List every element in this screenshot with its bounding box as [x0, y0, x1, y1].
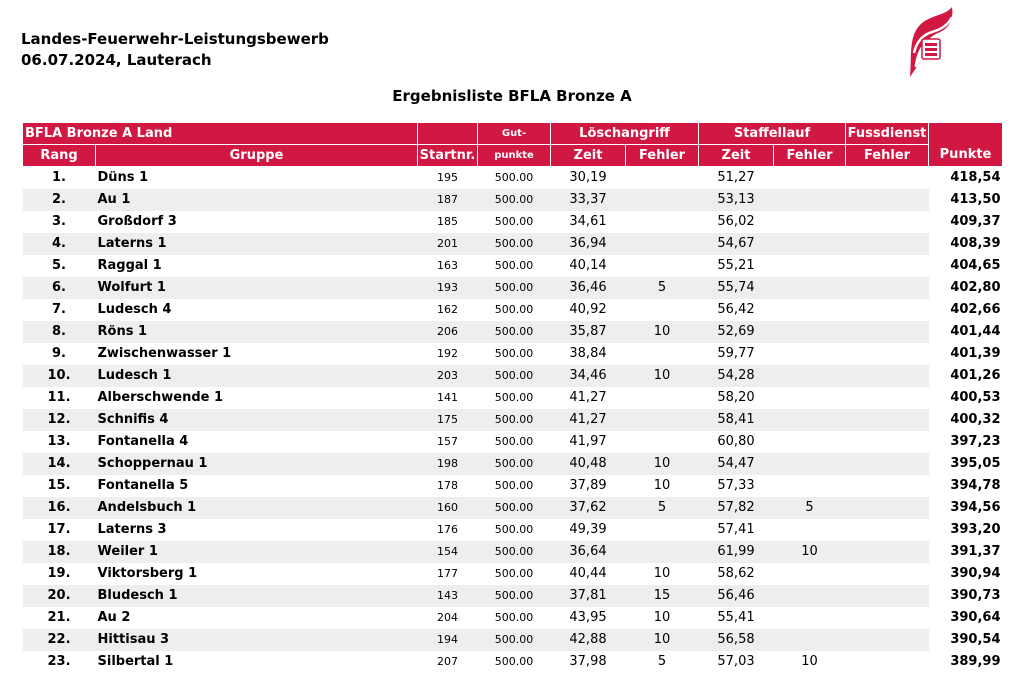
- table-row: [23, 365, 1003, 387]
- event-title: Landes-Feuerwehr-Leistungsbewerb: [21, 30, 329, 48]
- la-fehler-cell: [626, 343, 699, 365]
- startnr-cell: 204: [437, 611, 458, 624]
- la-zeit-cell: 40,44: [569, 566, 607, 581]
- la-fehler-cell: [626, 299, 699, 321]
- sl-fehler-cell: [774, 629, 846, 651]
- punkte-cell: 408,39: [929, 233, 1003, 255]
- rank-cell: 10.: [23, 365, 96, 387]
- fd-fehler-cell: [846, 365, 929, 387]
- punkte-cell: 400,32: [929, 409, 1003, 431]
- group-cell: Alberschwende 1: [97, 390, 224, 405]
- fd-fehler-cell: [846, 497, 929, 519]
- gutpunkte-cell: 500.00: [478, 277, 551, 299]
- punkte-header: Punkte: [929, 123, 1003, 167]
- sl-zeit-cell: 57,82: [699, 497, 774, 519]
- event-date-location: 06.07.2024, Lauterach: [21, 51, 212, 69]
- rank-cell: 2.: [23, 189, 96, 211]
- fussdienst-header: Fussdienst: [846, 123, 929, 145]
- staffellauf-header: Staffellauf: [699, 123, 846, 145]
- fd-fehler-cell: [846, 475, 929, 497]
- sl-zeit-cell: 61,99: [699, 541, 774, 563]
- coat-of-arms-flag-icon: [902, 5, 956, 79]
- sl-zeit-cell: 51,27: [717, 170, 755, 185]
- sl-fehler-cell: [774, 563, 846, 585]
- la-fehler-cell: 5: [626, 497, 699, 519]
- la-zeit-cell: 37,81: [551, 585, 626, 607]
- punkte-cell: 395,05: [929, 453, 1003, 475]
- group-cell: Fontanella 4: [97, 434, 189, 449]
- sl-fehler-cell: [774, 519, 846, 541]
- fd-fehler-cell: [846, 409, 929, 431]
- la-zeit-cell: 33,37: [551, 189, 626, 211]
- la-zeit-header: Zeit: [551, 145, 626, 167]
- punkte-cell: 390,94: [950, 566, 1001, 581]
- group-cell: Laterns 3: [97, 522, 167, 537]
- gutpunkte-cell: 500.00: [494, 655, 534, 668]
- punkte-cell: 397,23: [950, 434, 1001, 449]
- gutpunkte-cell: 500.00: [494, 171, 534, 184]
- rank-cell: 17.: [47, 522, 71, 537]
- group-cell: Großdorf 3: [97, 214, 177, 229]
- la-fehler-cell: 10: [626, 629, 699, 651]
- gutpunkte-cell: 500.00: [494, 215, 534, 228]
- sl-fehler-cell: 10: [774, 541, 846, 563]
- startnr-cell: 206: [418, 321, 478, 343]
- punkte-cell: 409,37: [950, 214, 1001, 229]
- la-fehler-cell: 10: [626, 321, 699, 343]
- gutpunkte-cell: 500.00: [494, 567, 534, 580]
- startnr-cell: 178: [437, 479, 458, 492]
- la-zeit-cell: 35,87: [551, 321, 626, 343]
- la-fehler-cell: 10: [653, 566, 671, 581]
- group-cell: Düns 1: [97, 170, 149, 185]
- group-cell: Raggal 1: [97, 258, 162, 273]
- punkte-cell: 394,56: [929, 497, 1003, 519]
- table-row: [23, 585, 1003, 607]
- fd-fehler-cell: [846, 233, 929, 255]
- startnr-cell: 162: [437, 303, 458, 316]
- rank-cell: 4.: [23, 233, 96, 255]
- group-cell: Schoppernau 1: [96, 453, 418, 475]
- group-cell: Hittisau 3: [96, 629, 418, 651]
- group-cell: Weiler 1: [96, 541, 418, 563]
- sl-zeit-cell: 59,77: [717, 346, 755, 361]
- fd-fehler-cell: [846, 431, 929, 453]
- sl-zeit-cell: 55,21: [717, 258, 755, 273]
- sl-fehler-cell: [774, 453, 846, 475]
- sl-fehler-cell: [774, 233, 846, 255]
- table-row: [23, 211, 1003, 233]
- fd-fehler-cell: [846, 453, 929, 475]
- startnr-cell: 198: [418, 453, 478, 475]
- la-zeit-cell: 36,46: [551, 277, 626, 299]
- gutpunkte-cell: 500.00: [478, 629, 551, 651]
- gutpunkte-cell: 500.00: [494, 611, 534, 624]
- rank-cell: 18.: [23, 541, 96, 563]
- sl-fehler-header: Fehler: [774, 145, 846, 167]
- startnr-cell: 201: [418, 233, 478, 255]
- rank-cell: 13.: [47, 434, 71, 449]
- rank-cell: 12.: [23, 409, 96, 431]
- rank-cell: 1.: [52, 170, 66, 185]
- gut-header-bottom: punkte: [478, 145, 551, 167]
- startnr-cell: 193: [418, 277, 478, 299]
- fd-fehler-cell: [846, 211, 929, 233]
- gut-header-top: Gut-: [478, 123, 551, 145]
- startnr-cell: 192: [437, 347, 458, 360]
- sl-fehler-cell: [774, 321, 846, 343]
- la-zeit-cell: 40,14: [569, 258, 607, 273]
- fd-fehler-cell: [846, 299, 929, 321]
- gutpunkte-cell: 500.00: [478, 321, 551, 343]
- la-fehler-cell: [626, 387, 699, 409]
- fd-fehler-cell: [846, 629, 929, 651]
- startnr-cell: 176: [437, 523, 458, 536]
- rank-cell: 11.: [47, 390, 71, 405]
- punkte-cell: 390,54: [929, 629, 1003, 651]
- table-row: [23, 255, 1003, 277]
- gutpunkte-cell: 500.00: [478, 497, 551, 519]
- sl-fehler-cell: [774, 607, 846, 629]
- punkte-cell: 390,73: [929, 585, 1003, 607]
- sl-zeit-cell: 53,13: [699, 189, 774, 211]
- la-zeit-cell: 34,46: [551, 365, 626, 387]
- gutpunkte-cell: 500.00: [478, 189, 551, 211]
- table-row: [23, 607, 1003, 629]
- rank-cell: 16.: [23, 497, 96, 519]
- group-cell: Röns 1: [96, 321, 418, 343]
- la-zeit-cell: 41,27: [551, 409, 626, 431]
- sl-zeit-cell: 57,03: [717, 654, 755, 669]
- table-row: [23, 167, 1003, 190]
- rank-cell: 22.: [23, 629, 96, 651]
- fd-fehler-cell: [846, 563, 929, 585]
- la-zeit-cell: 41,97: [569, 434, 607, 449]
- la-fehler-header: Fehler: [626, 145, 699, 167]
- sl-fehler-cell: [774, 211, 846, 233]
- loeschangriff-header: Löschangriff: [551, 123, 699, 145]
- rank-cell: 15.: [47, 478, 71, 493]
- sl-fehler-cell: [774, 343, 846, 365]
- gutpunkte-cell: 500.00: [494, 523, 534, 536]
- sl-zeit-cell: 54,28: [699, 365, 774, 387]
- gutpunkte-cell: 500.00: [478, 233, 551, 255]
- sl-fehler-cell: [774, 387, 846, 409]
- la-zeit-cell: 40,48: [551, 453, 626, 475]
- group-cell: Schnifis 4: [96, 409, 418, 431]
- table-row: [23, 651, 1003, 673]
- la-fehler-cell: [626, 431, 699, 453]
- sl-fehler-cell: [774, 475, 846, 497]
- table-row: [23, 321, 1003, 343]
- gutpunkte-cell: 500.00: [494, 479, 534, 492]
- la-zeit-cell: 36,64: [551, 541, 626, 563]
- table-row: [23, 409, 1003, 431]
- fd-fehler-cell: [846, 607, 929, 629]
- la-zeit-cell: 40,92: [569, 302, 607, 317]
- punkte-cell: 391,37: [929, 541, 1003, 563]
- list-title: Ergebnisliste BFLA Bronze A: [392, 87, 632, 105]
- table-row: [23, 189, 1003, 211]
- startnr-cell: 154: [418, 541, 478, 563]
- gutpunkte-cell: 500.00: [494, 259, 534, 272]
- la-fehler-cell: 10: [653, 478, 671, 493]
- sl-zeit-cell: 56,46: [699, 585, 774, 607]
- startnr-cell: 157: [437, 435, 458, 448]
- fd-fehler-cell: [846, 387, 929, 409]
- fd-fehler-cell: [846, 519, 929, 541]
- sl-zeit-cell: 56,42: [717, 302, 755, 317]
- fd-fehler-cell: [846, 189, 929, 211]
- sl-zeit-cell: 54,67: [699, 233, 774, 255]
- startnr-cell: 207: [437, 655, 458, 668]
- sl-zeit-cell: 58,62: [717, 566, 755, 581]
- punkte-cell: 390,64: [950, 610, 1001, 625]
- group-cell: Silbertal 1: [97, 654, 174, 669]
- rank-cell: 8.: [23, 321, 96, 343]
- sl-fehler-cell: [774, 189, 846, 211]
- la-fehler-cell: [626, 409, 699, 431]
- la-zeit-cell: 36,94: [551, 233, 626, 255]
- la-zeit-cell: 37,89: [569, 478, 607, 493]
- group-cell: Laterns 1: [96, 233, 418, 255]
- sl-zeit-cell: 57,33: [717, 478, 755, 493]
- punkte-cell: 402,66: [950, 302, 1001, 317]
- gutpunkte-cell: 500.00: [494, 303, 534, 316]
- results-body: [23, 167, 1003, 674]
- la-fehler-cell: [626, 233, 699, 255]
- gruppe-header: Gruppe: [96, 145, 418, 167]
- gutpunkte-cell: 500.00: [478, 585, 551, 607]
- sl-zeit-cell: 60,80: [717, 434, 755, 449]
- la-zeit-cell: 42,88: [551, 629, 626, 651]
- startnr-cell: 185: [437, 215, 458, 228]
- startnr-cell: 187: [418, 189, 478, 211]
- la-fehler-cell: 5: [626, 277, 699, 299]
- rank-cell: 19.: [47, 566, 71, 581]
- startnr-header-top: [418, 123, 478, 145]
- punkte-cell: 393,20: [950, 522, 1001, 537]
- sl-fehler-cell: [774, 167, 846, 190]
- table-row: [23, 277, 1003, 299]
- fd-fehler-cell: [846, 167, 929, 190]
- gutpunkte-cell: 500.00: [494, 435, 534, 448]
- startnr-cell: 177: [437, 567, 458, 580]
- sl-zeit-cell: 54,47: [699, 453, 774, 475]
- group-cell: Wolfurt 1: [96, 277, 418, 299]
- fd-fehler-header: Fehler: [846, 145, 929, 167]
- sl-fehler-cell: [774, 409, 846, 431]
- la-zeit-cell: 49,39: [569, 522, 607, 537]
- group-cell: Viktorsberg 1: [97, 566, 198, 581]
- la-fehler-cell: 15: [626, 585, 699, 607]
- sl-fehler-cell: [774, 277, 846, 299]
- gutpunkte-cell: 500.00: [478, 541, 551, 563]
- la-fehler-cell: 10: [626, 453, 699, 475]
- la-fehler-cell: 5: [657, 654, 667, 669]
- rank-cell: 6.: [23, 277, 96, 299]
- sl-zeit-header: Zeit: [699, 145, 774, 167]
- la-fehler-cell: [626, 541, 699, 563]
- punkte-cell: 401,39: [950, 346, 1001, 361]
- table-row: [23, 475, 1003, 497]
- punkte-cell: 402,80: [929, 277, 1003, 299]
- group-cell: Bludesch 1: [96, 585, 418, 607]
- group-cell: Au 1: [96, 189, 418, 211]
- sl-zeit-cell: 55,41: [717, 610, 755, 625]
- punkte-cell: 418,54: [950, 170, 1001, 185]
- startnr-cell: 175: [418, 409, 478, 431]
- sl-fehler-cell: 10: [801, 654, 818, 669]
- column-header-row: [23, 145, 1003, 167]
- sl-zeit-cell: 52,69: [699, 321, 774, 343]
- rank-cell: 7.: [52, 302, 66, 317]
- sl-fehler-cell: [774, 585, 846, 607]
- rank-cell: 20.: [23, 585, 96, 607]
- gutpunkte-cell: 500.00: [494, 347, 534, 360]
- startnr-cell: 143: [418, 585, 478, 607]
- table-row: [23, 629, 1003, 651]
- punkte-cell: 404,65: [950, 258, 1001, 273]
- table-row: [23, 233, 1003, 255]
- group-cell: Andelsbuch 1: [96, 497, 418, 519]
- startnr-cell: 160: [418, 497, 478, 519]
- group-cell: Au 2: [97, 610, 131, 625]
- rang-header: Rang: [23, 145, 96, 167]
- la-fehler-cell: [626, 255, 699, 277]
- punkte-cell: 389,99: [950, 654, 1001, 669]
- la-fehler-cell: 10: [626, 365, 699, 387]
- sl-zeit-cell: 58,20: [717, 390, 755, 405]
- fd-fehler-cell: [846, 343, 929, 365]
- table-row: [23, 563, 1003, 585]
- results-table: [22, 122, 1003, 673]
- table-row: [23, 453, 1003, 475]
- table-row: [23, 387, 1003, 409]
- punkte-cell: 401,44: [929, 321, 1003, 343]
- startnr-header: Startnr.: [418, 145, 478, 167]
- la-zeit-cell: 37,98: [569, 654, 607, 669]
- gutpunkte-cell: 500.00: [478, 453, 551, 475]
- la-zeit-cell: 38,84: [569, 346, 607, 361]
- la-zeit-cell: 37,62: [551, 497, 626, 519]
- startnr-cell: 203: [418, 365, 478, 387]
- punkte-cell: 394,78: [950, 478, 1001, 493]
- table-row: [23, 299, 1003, 321]
- punkte-cell: 400,53: [950, 390, 1001, 405]
- group-cell: Fontanella 5: [97, 478, 189, 493]
- sl-fehler-cell: [774, 299, 846, 321]
- table-row: [23, 541, 1003, 563]
- la-fehler-cell: [626, 167, 699, 190]
- sl-zeit-cell: 58,41: [699, 409, 774, 431]
- sl-fehler-cell: 5: [774, 497, 846, 519]
- la-zeit-cell: 43,95: [569, 610, 607, 625]
- sl-fehler-cell: [774, 365, 846, 387]
- la-zeit-cell: 41,27: [569, 390, 607, 405]
- fd-fehler-cell: [846, 585, 929, 607]
- table-row: [23, 519, 1003, 541]
- rank-cell: 9.: [52, 346, 66, 361]
- gutpunkte-cell: 500.00: [478, 409, 551, 431]
- punkte-cell: 413,50: [929, 189, 1003, 211]
- fd-fehler-cell: [846, 277, 929, 299]
- startnr-cell: 195: [437, 171, 458, 184]
- group-cell: Ludesch 4: [97, 302, 172, 317]
- gutpunkte-cell: 500.00: [494, 391, 534, 404]
- table-row: [23, 343, 1003, 365]
- fd-fehler-cell: [846, 321, 929, 343]
- la-zeit-cell: 30,19: [569, 170, 607, 185]
- sl-zeit-cell: 55,74: [699, 277, 774, 299]
- la-fehler-cell: [626, 211, 699, 233]
- la-fehler-cell: 10: [653, 610, 671, 625]
- fd-fehler-cell: [846, 255, 929, 277]
- table-row: [23, 431, 1003, 453]
- class-name-header: BFLA Bronze A Land: [23, 123, 418, 145]
- sl-zeit-cell: 56,58: [699, 629, 774, 651]
- startnr-cell: 141: [437, 391, 458, 404]
- sl-zeit-cell: 57,41: [717, 522, 755, 537]
- rank-cell: 5.: [52, 258, 66, 273]
- sl-fehler-cell: [774, 431, 846, 453]
- punkte-cell: 401,26: [929, 365, 1003, 387]
- la-fehler-cell: [626, 519, 699, 541]
- rank-cell: 23.: [47, 654, 71, 669]
- rank-cell: 14.: [23, 453, 96, 475]
- rank-cell: 21.: [47, 610, 71, 625]
- fd-fehler-cell: [846, 541, 929, 563]
- la-fehler-cell: [626, 189, 699, 211]
- table-row: [23, 497, 1003, 519]
- group-header-row: [23, 123, 1003, 145]
- la-zeit-cell: 34,61: [569, 214, 607, 229]
- sl-fehler-cell: [774, 255, 846, 277]
- group-cell: Ludesch 1: [96, 365, 418, 387]
- rank-cell: 3.: [52, 214, 66, 229]
- startnr-cell: 163: [437, 259, 458, 272]
- gutpunkte-cell: 500.00: [478, 365, 551, 387]
- fd-fehler-cell: [846, 651, 929, 673]
- document-header: [21, 29, 329, 71]
- group-cell: Zwischenwasser 1: [97, 346, 232, 361]
- sl-zeit-cell: 56,02: [717, 214, 755, 229]
- startnr-cell: 194: [418, 629, 478, 651]
